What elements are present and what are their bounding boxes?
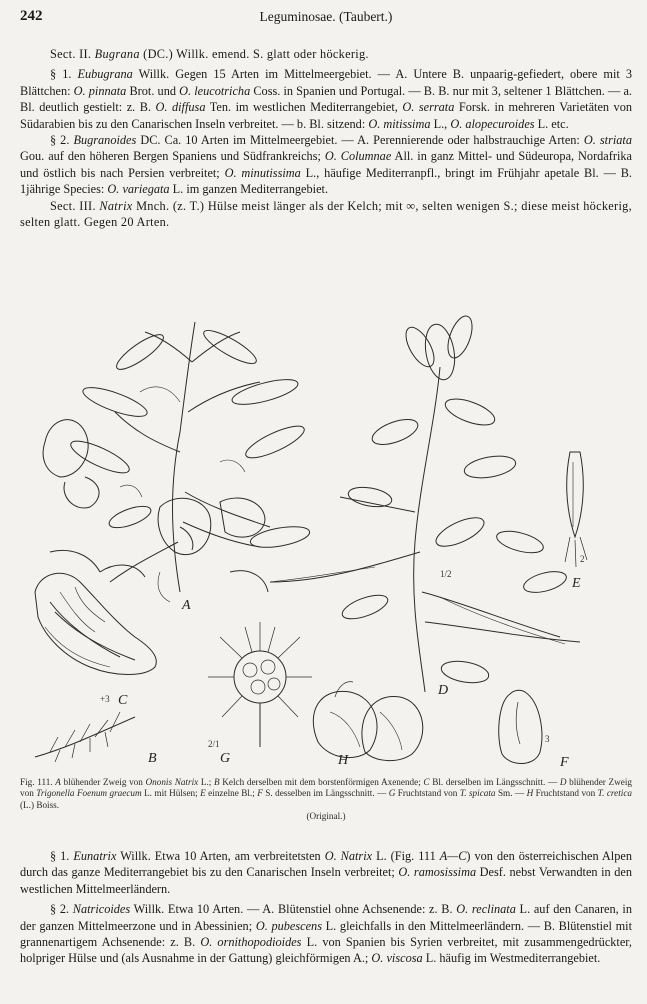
figure-g-fruit-head: [208, 622, 312, 747]
figure-label-b: B: [148, 751, 157, 766]
scale-note-d: 1/2: [440, 569, 452, 579]
figure-d-trigonella-branch: [270, 313, 580, 692]
paragraph-eubugrana: § 1. Eubugrana Willk. Gegen 15 Arten im Mittelmeergebiet. — A. Untere B. unpaarig-gefiedert, obere mit 3 Blättchen: O. pinnata Brot. und O. leucotricha Coss. in Spanien und Portugal. — B. B. nur mit 3, seltener 1 Blättchen. — a. Bl. deutlich gestielt: z. B. O. diffusa Ten. im westlichen Mediterrangebiet, O. serrata Forsk. in mehreren Varietäten von Südarabien bis zu den Canarischen Inseln verbreitet. — b. Bl. sitzend: O. mitissima L., O. alopecuroides L. etc.: [20, 67, 632, 131]
figure-label-a: A: [182, 598, 191, 613]
figure-label-f: F: [560, 755, 569, 770]
paragraph-bugranoides: § 2. Bugranoides DC. Ca. 10 Arten im Mittelmeergebiet. — A. Perennierende oder halbstrauchige Arten: O. striata Gou. auf den höheren Bergen Spaniens und Südfrankreichs; O. Columnae All. in ganz Mittel- und Südeuropa, Nordafrika und östlich bis nach Persien verbreitet; O. minutissima L., häufige Mediterranpfl., bringt im Frühjahr apetale Bl. — B. 1jährige Species: O. variegata L. im ganzen Mediterrangebiet.: [20, 133, 632, 197]
figure-label-g: G: [220, 751, 231, 766]
page-header: [20, 8, 632, 28]
paragraph-natricoides: § 2. Natricoides Willk. Etwa 10 Arten. — A. Blütenstiel ohne Achsenende: z. B. O. reclinata L. auf den Canaren, in der ganzen Mittelmeerzone und in Abessinien; O. pubescens L. gleichfalls in den Mittelmeerländern. — B. Blütenstiel mit grannenartigem Achsenende: z. B. O. ornithopodioides L. von Spanien bis Syrien verbreitet, mit zusammengedrückter, holpriger Hülse und (als Ausnahme in der Gattung) gleichförmigen A.; O. viscosa L. häufig im Westmediterrangebiet.: [20, 902, 632, 966]
scale-note-e: 2: [580, 554, 585, 564]
figure-111-drawing: [20, 292, 632, 772]
figure-a-ononis-branch: [43, 322, 311, 602]
paragraph-eunatrix: § 1. Eunatrix Willk. Etwa 10 Arten, am verbreitetsten O. Natrix L. (Fig. 111 A—C) von den österreichischen Alpen durch das ganze Mediterrangebiet bis zu den Canarischen Inseln verbreitet; O. ramosissima Desf. nebst Verwandten in den westlichen Mittelmeerländern.: [20, 849, 632, 896]
figure-h-fruit-heads: [313, 682, 422, 761]
running-title: Leguminosae. (Taubert.): [259, 9, 393, 24]
figure-label-d: D: [438, 683, 449, 698]
figure-label-e: E: [572, 576, 581, 591]
scale-note-f: 3: [545, 734, 550, 744]
section-bugrana-heading: Sect. II. Bugrana (DC.) Willk. emend. S. glatt oder höckerig.: [50, 47, 369, 61]
figure-b-calyx: [35, 712, 135, 762]
scale-note-g: 2/1: [208, 739, 220, 749]
figure-caption: Fig. 111. A blühender Zweig von Ononis Natrix L.; B Kelch derselben mit dem borstenförmigen Axenende; C Bl. derselben im Längsschnitt. — D blühender Zweig von Trigonella Foenum graecum L. mit Hülsen; E einzelne Bl.; F S. desselben im Längsschnitt. — G Fruchtstand von T. spicata Sm. — H Fruchtstand von T. cretica (L.) Boiss. (Original.): [20, 777, 632, 821]
figure-e-single-flower: [565, 452, 587, 567]
caption-original-note: (Original.): [306, 810, 346, 821]
bottom-text-block: [20, 848, 632, 967]
scale-note-c: +3: [100, 694, 110, 704]
figure-label-c: C: [118, 693, 128, 708]
figure-f-seed-section: [499, 690, 542, 763]
section-natrix-heading: Sect. III. Natrix Mnch. (z. T.) Hülse meist länger als der Kelch; mit ∞, selten wenigen S.; diese meist höckerig, selten glatt. Gegen 20 Arten.: [20, 198, 632, 230]
botanical-illustration: [20, 292, 632, 772]
top-text-block: [20, 46, 632, 230]
figure-label-h: H: [338, 753, 349, 768]
page-number: 242: [20, 8, 43, 24]
figure-c-flower-section: [35, 573, 156, 674]
